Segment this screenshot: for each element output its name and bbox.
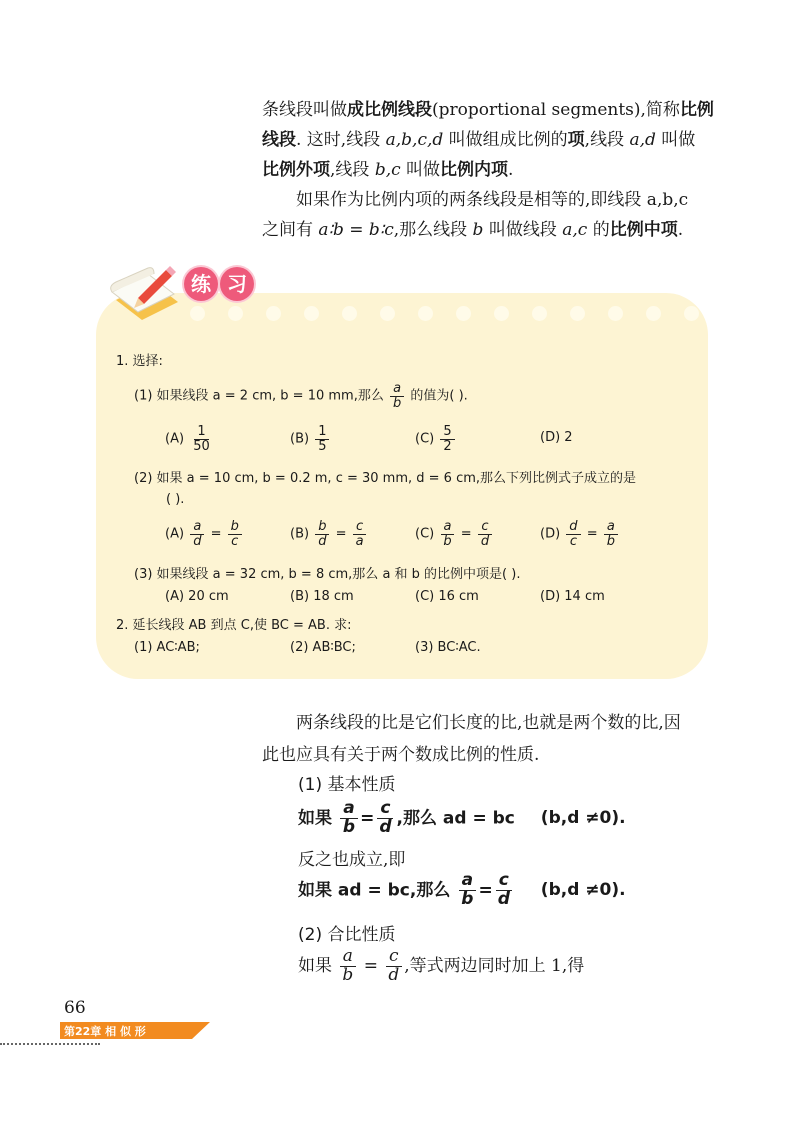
paper-pencil-icon — [108, 262, 186, 324]
text-line: 比例外项,线段 b,c 叫做比例内项. — [262, 160, 514, 180]
option-b: (B) $\frac{b}{d}$ = $\frac{c}{a}$ — [290, 520, 369, 548]
footer-dotted-line — [0, 1043, 100, 1045]
converse-text: 反之也成立,即 — [298, 850, 406, 870]
practice-title-char: 习 — [220, 267, 254, 301]
text-line: 如果作为比例内项的两条线段是相等的,即线段 a,b,c — [296, 190, 689, 210]
heading-componendo-property: (2) 合比性质 — [298, 925, 396, 945]
option-b: (B) $\frac{1}{5}$ — [290, 425, 331, 453]
question-1-1: (1) 如果线段 a = 2 cm, b = 10 mm,那么 $\frac{a}{b}$ 的值为( ). — [134, 381, 468, 411]
practice-title-char: 练 — [184, 267, 218, 301]
question-1-label: 1. 选择: — [116, 354, 163, 369]
formula-componendo: 如果 $\frac{a}{b}$ = $\frac{c}{d}$ ,等式两边同时加上 1,得 — [298, 946, 585, 985]
option-c: (C) $\frac{5}{2}$ — [415, 425, 457, 453]
option-b: (B) 18 cm — [290, 589, 354, 604]
formula-basic-property: 如果 $\frac{a}{b}$ = $\frac{c}{d}$ ,那么 ad = bc (b,d ≠0). — [298, 798, 626, 837]
option-c: (C) 16 cm — [415, 589, 479, 604]
chapter-label: 第22章 相 似 形 — [64, 1025, 146, 1038]
question-1-2: (2) 如果 a = 10 cm, b = 0.2 m, c = 30 mm, d = 6 cm,那么下列比例式子成立的是 — [134, 471, 637, 486]
text-line: 之间有 a∶b = b∶c,那么线段 b 叫做线段 a,c 的比例中项. — [262, 220, 684, 240]
properties-intro — [262, 707, 722, 771]
text-line: 线段. 这时,线段 a,b,c,d 叫做组成比例的项,线段 a,d 叫做 — [262, 130, 696, 150]
option-d: (D) 2 — [540, 430, 573, 445]
page-number: 66 — [64, 998, 86, 1018]
question-2-part-3: (3) BC∶AC. — [415, 640, 481, 655]
question-2-part-1: (1) AC∶AB; — [134, 640, 200, 655]
question-2-part-2: (2) AB∶BC; — [290, 640, 356, 655]
question-1-2-blank: ( ). — [166, 492, 185, 507]
question-1-3: (3) 如果线段 a = 32 cm, b = 8 cm,那么 a 和 b 的比例中项是( ). — [134, 567, 521, 582]
question-2-label: 2. 延长线段 AB 到点 C,使 BC = AB. 求: — [116, 618, 352, 633]
option-d: (D) 14 cm — [540, 589, 605, 604]
text-line: 此也应具有关于两个数成比例的性质. — [262, 745, 540, 765]
text-line: 条线段叫做成比例线段(proportional segments),简称比例 — [262, 100, 714, 120]
option-a: (A) 20 cm — [165, 589, 229, 604]
option-a: (A) $\frac{a}{d}$ = $\frac{b}{c}$ — [165, 520, 244, 548]
heading-basic-property: (1) 基本性质 — [298, 775, 396, 795]
option-a: (A) $\frac{1}{50}$ — [165, 424, 210, 454]
option-d: (D) $\frac{d}{c}$ = $\frac{a}{b}$ — [540, 520, 620, 548]
formula-converse: 如果 ad = bc,那么 $\frac{a}{b}$ = $\frac{c}{d}$ (b,d ≠0). — [298, 870, 626, 909]
fraction: $\frac{a}{b}$ — [390, 382, 404, 410]
option-c: (C) $\frac{a}{b}$ = $\frac{c}{d}$ — [415, 520, 494, 548]
intro-paragraph — [262, 95, 722, 245]
text-line: 两条线段的比是它们长度的比,也就是两个数的比,因 — [296, 713, 681, 733]
